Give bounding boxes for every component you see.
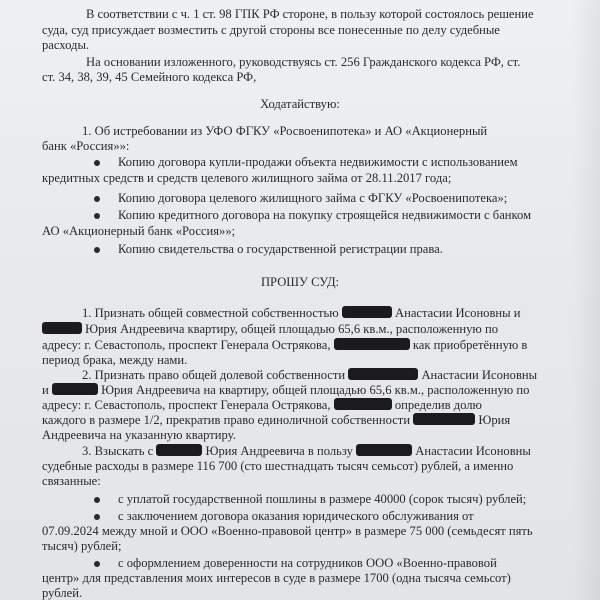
bullet-dot <box>94 561 100 567</box>
sub-item-text: с оформлением доверенности на сотрудников ООО «Военно-правовой <box>118 556 497 570</box>
request-3-line: 3. Взыскать с Юрия Андреевича в пользу Анастасии Исоновны <box>82 444 531 458</box>
item-1-line: банк «Россия»»: <box>42 139 130 153</box>
text-line: ст. 34, 38, 39, 45 Семейного кодекса РФ, <box>42 70 257 84</box>
page-edge-shadow <box>572 0 600 600</box>
text-line: суда, суд присуждает возместить с другой стороны все понесенные по делу судебные <box>42 23 500 37</box>
redaction-bar <box>342 306 392 318</box>
bullet-text: АО «Акционерный банк «Россия»»; <box>42 224 236 238</box>
bullet-dot <box>94 514 100 520</box>
redaction-bar <box>334 338 410 350</box>
request-2-line: и Юрия Андреевича на квартиру, общей площадью 65,6 кв.м., расположенную по <box>42 383 530 397</box>
bullet-text: Копию договора купли-продажи объекта недвижимости с использованием <box>118 155 518 169</box>
item-1-line: 1. Об истребовании из УФО ФГКУ «Росвоенипотека» и АО «Акционерный <box>82 124 488 138</box>
bullet-dot <box>94 247 100 253</box>
heading-petition: Ходатайствую: <box>260 97 340 111</box>
request-1-line: 1. Признать общей совместной собственностью Анастасии Исоновны и <box>82 306 521 320</box>
bullet-text: Копию кредитного договора на покупку строящейся недвижимости с банком <box>118 208 532 222</box>
redaction-bar <box>413 413 475 425</box>
request-2-line: адресу: г. Севастополь, проспект Генерала Острякова, определив долю <box>42 398 482 412</box>
request-1-line: Юрия Андреевича квартиру, общей площадью 65,6 кв.м., расположенную по <box>42 322 498 337</box>
sub-item-text: тысяч) рублей; <box>42 539 122 553</box>
redaction-bar <box>356 444 412 456</box>
bullet-text: Копию свидетельства о государственной регистрации права. <box>118 242 443 256</box>
sub-item-text: рублей. <box>42 586 83 600</box>
redaction-bar <box>334 398 392 410</box>
text-line: В соответствии с ч. 1 ст. 98 ГПК РФ стороне, в пользу которой состоялось решение <box>86 7 534 21</box>
heading-ask-court: ПРОШУ СУД: <box>260 275 340 289</box>
sub-item-text: центр» для представления моих интересов в суде в размере 1700 (одна тысяча семьсот) <box>42 571 511 585</box>
redaction-bar <box>348 368 418 380</box>
text-line: На основании изложенного, руководствуясь ст. 256 Гражданского кодекса РФ, ст. <box>86 55 521 69</box>
sub-item-text: с уплатой государственной пошлины в размере 40000 (сорок тысяч) рублей; <box>118 492 527 506</box>
redaction-bar <box>52 383 98 395</box>
request-1-line: период брака, между нами. <box>42 353 188 367</box>
request-2-line: каждого в размере 1/2, прекратив право единоличной собственности Юрия <box>42 413 511 427</box>
bullet-dot <box>94 213 100 219</box>
request-2-line: Андреевича на указанную квартиру. <box>42 428 236 442</box>
request-3-line: судебные расходы в размере 116 700 (сто шестнадцать тысяч семьсот) рублей, а именно <box>42 459 514 473</box>
redaction-bar <box>42 322 82 334</box>
bullet-text: кредитных средств и средств целевого жилищного займа от 28.11.2017 года; <box>42 171 452 185</box>
bullet-dot <box>94 160 100 166</box>
request-3-line: связанные: <box>42 474 101 488</box>
sub-item-text: 07.09.2024 между мной и ООО «Военно-правовой центр» в размере 75 000 (семьдесят пять <box>42 524 533 538</box>
request-1-line: адресу: г. Севастополь, проспект Генерала Острякова, как приобретённую в <box>42 338 528 352</box>
request-2-line: 2. Признать право общей долевой собственности Анастасии Исоновны <box>82 368 538 382</box>
redaction-bar <box>156 444 202 456</box>
sub-item-text: с заключением договора оказания юридического обслуживания от <box>118 509 474 523</box>
text-line: расходы. <box>42 38 90 52</box>
bullet-dot <box>94 497 100 503</box>
bullet-text: Копию договора целевого жилищного займа с ФГКУ «Росвоенипотека»; <box>118 191 508 205</box>
bullet-dot <box>94 196 100 202</box>
